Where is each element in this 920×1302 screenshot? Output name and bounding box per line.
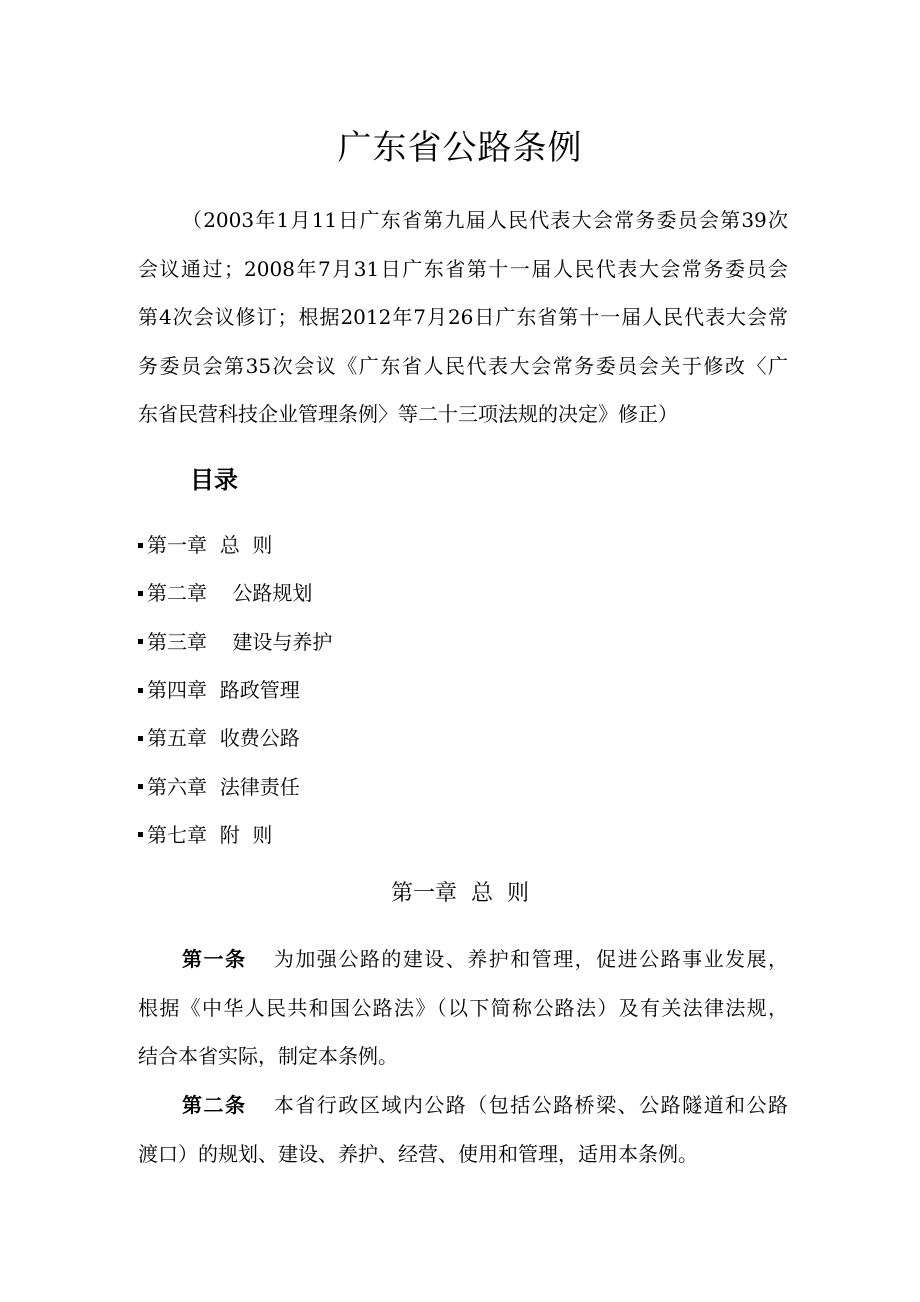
bullet-icon <box>138 832 143 837</box>
article-text: 为加强公路的建设、养护和管理，促进公路事业发展， <box>272 947 789 971</box>
toc-item-label: 第一章 总 则 <box>147 533 273 558</box>
article-text: 本省行政区域内公路（包括公路桥梁、公路隧道和公路 <box>272 1093 789 1117</box>
bullet-icon <box>138 736 143 741</box>
bullet-icon <box>138 543 143 548</box>
article-line <box>138 935 788 984</box>
article-line <box>138 1081 788 1130</box>
toc-item-label: 第五章 收费公路 <box>147 726 300 751</box>
article-line: 结合本省实际，制定本条例。 <box>138 1044 398 1068</box>
chapter-heading: 第一章 总 则 <box>391 881 529 906</box>
toc-item-chapter-7[interactable] <box>138 811 332 859</box>
preamble-line: 会议通过；2008年7月31日广东省第十一届人民代表大会常务委员会 <box>138 256 788 281</box>
toc-item-label: 第三章 建设与养护 <box>147 629 333 654</box>
toc-item-label: 第六章 法律责任 <box>147 774 300 799</box>
preamble-line: 务委员会第35次会议《广东省人民代表大会常务委员会关于修改〈广 <box>138 353 788 378</box>
toc-heading: 目录 <box>190 465 238 494</box>
article-1 <box>138 935 788 1081</box>
bullet-icon <box>138 591 143 596</box>
preamble-line: 东省民营科技企业管理条例〉等二十三项法规的决定》修正） <box>138 402 678 426</box>
toc-item-chapter-2[interactable] <box>138 569 332 617</box>
preamble-line: （2003年1月11日广东省第九届人民代表大会常务委员会第39次 <box>182 208 788 232</box>
bullet-icon <box>138 688 143 693</box>
preamble-line: 第4次会议修订；根据2012年7月26日广东省第十一届人民代表大会常 <box>138 305 788 329</box>
article-label: 第一条 <box>182 947 247 971</box>
preamble <box>138 196 788 439</box>
toc-item-label: 第二章 公路规划 <box>147 581 313 606</box>
article-line: 根据《中华人民共和国公路法》（以下简称公路法）及有关法律法规， <box>138 995 788 1020</box>
toc-item-chapter-6[interactable] <box>138 762 332 810</box>
toc-item-chapter-3[interactable] <box>138 618 332 666</box>
article-label: 第二条 <box>182 1093 247 1117</box>
article-2 <box>138 1081 788 1178</box>
toc-item-chapter-5[interactable] <box>138 714 332 762</box>
bullet-icon <box>138 639 143 644</box>
document-title: 广东省公路条例 <box>337 128 583 168</box>
toc-item-label: 第七章 附 则 <box>147 822 273 847</box>
toc-item-chapter-1[interactable] <box>138 521 332 569</box>
bullet-icon <box>138 784 143 789</box>
table-of-contents <box>138 521 332 859</box>
article-line: 渡口）的规划、建设、养护、经营、使用和管理，适用本条例。 <box>138 1141 698 1166</box>
toc-item-label: 第四章 路政管理 <box>147 678 300 703</box>
toc-item-chapter-4[interactable] <box>138 666 332 714</box>
